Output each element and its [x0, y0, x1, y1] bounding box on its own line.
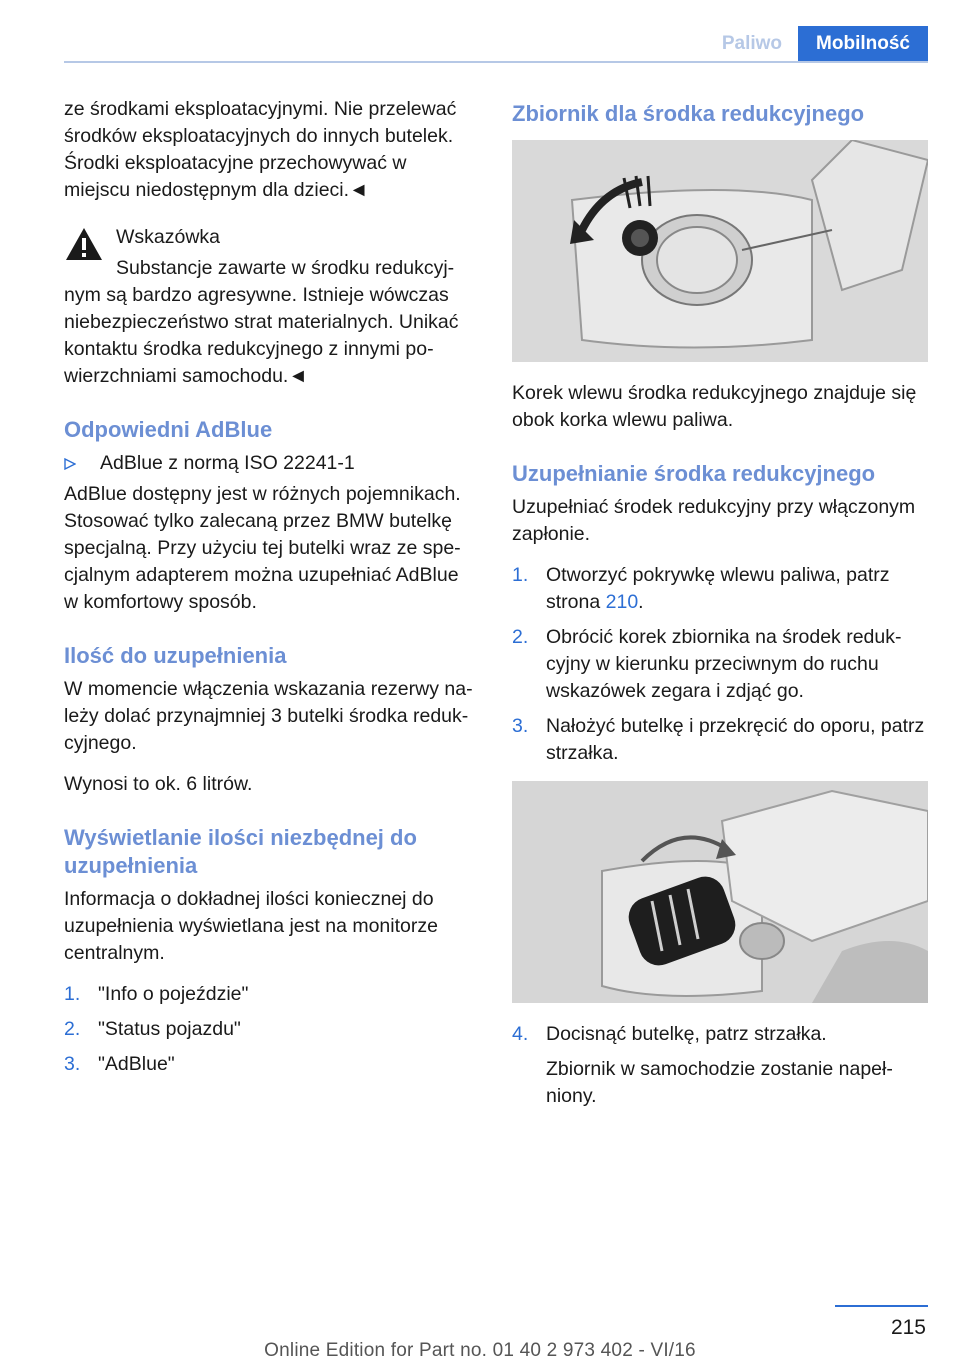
footer-rule: [835, 1305, 928, 1307]
step-number: 3.: [512, 715, 529, 737]
menu-steps: [64, 981, 476, 1078]
list-item: [64, 1016, 476, 1043]
heading-refilling: Uzupełnianie środka redukcyjnego: [512, 461, 876, 486]
refill-steps: [512, 562, 928, 767]
suitable-paragraph: AdBlue dostępny jest w różnych pojemnikach. Stosować tylko zalecaną przez BMW butelkę specjalną. Przy użyciu tej butelki wraz ze spe‐ cjalnym adapterem można uzupełniać AdBlue w komfortowy sposób.: [64, 483, 461, 613]
refill-paragraph: Uzupełniać środek redukcyjny przy włączonym zapłonie.: [512, 496, 916, 545]
amount-liters: Wynosi to ok. 6 litrów.: [64, 773, 253, 795]
display-paragraph: Informacja o dokładnej ilości koniecznej do uzupełnienia wyświetlana jest na monitorze centralnym.: [64, 888, 438, 964]
list-item: [64, 1051, 476, 1078]
step-text: Docisnąć butelkę, patrz strzałka.: [546, 1023, 827, 1045]
header-tabs: [706, 26, 928, 62]
figure-bottle-attach: [512, 781, 928, 1003]
warning-note: [64, 224, 476, 390]
bullet-text: AdBlue z normą ISO 22241-1: [100, 452, 355, 474]
heading-display-amount: Wyświetlanie ilości niezbędnej do uzupełnienia: [64, 825, 417, 878]
heading-tank: Zbiornik dla środka redukcyjnego: [512, 101, 865, 126]
step-number: 2.: [64, 1018, 81, 1040]
list-item: [64, 981, 476, 1008]
step-text: Otworzyć pokrywkę wlewu paliwa, patrz strona: [546, 564, 890, 613]
step-number: 1.: [64, 983, 81, 1005]
bullet-list: [64, 450, 476, 477]
list-item: [64, 450, 476, 477]
warning-icon: [64, 226, 104, 262]
step-number: 1.: [512, 564, 529, 586]
list-item: [512, 562, 928, 616]
list-item: [512, 1021, 928, 1110]
warning-title: Wskazówka: [116, 226, 221, 248]
refill-steps-continued: [512, 1021, 928, 1110]
intro-paragraph: ze środkami eksploatacyjnymi. Nie przelewać środków eksploatacyjnych do innych butelek. Środki eksploatacyjne przechowywać w miejscu niedostępnym dla dzieci.◄: [64, 98, 457, 201]
step-text: "AdBlue": [98, 1053, 175, 1075]
step-text: Nałożyć butelkę i przekręcić do oporu, patrz strzałka.: [546, 715, 925, 764]
heading-suitable-adblue: Odpowiedni AdBlue: [64, 417, 273, 442]
header-rule: [64, 61, 928, 63]
footer-edition: Online Edition for Part no. 01 40 2 973 402 - VI/16: [264, 1340, 696, 1361]
tab-mobility[interactable]: Mobilność: [798, 26, 928, 62]
step-text: "Status pojazdu": [98, 1018, 241, 1040]
page-reference-link[interactable]: 210: [605, 591, 639, 613]
tab-fuel[interactable]: Paliwo: [721, 33, 783, 54]
warning-text-first: Substancje zawarte w środku redukcyj‐: [116, 257, 455, 279]
step-text-end: .: [638, 591, 644, 613]
warning-text: nym są bardzo agresywne. Istnieje wówczas niebezpieczeństwo strat materialnych. Unikać kontaktu środka redukcyjnego z innymi po‐ wierzchniami samochodu.◄: [64, 284, 459, 387]
right-column: [512, 96, 928, 1124]
figure-filler-cap: [512, 140, 928, 362]
step-number: 4.: [512, 1023, 529, 1045]
heading-refill-amount: Ilość do uzupełnienia: [64, 643, 287, 668]
amount-paragraph: W momencie włączenia wskazania rezerwy na‐ leży dolać przynajmniej 3 butelki środka reduk‐ cyjnego.: [64, 678, 473, 754]
left-column: [64, 96, 476, 1092]
list-item: [512, 713, 928, 767]
step-text: Obrócić korek zbiornika na środek reduk‐ cyjny w kierunku przeciwnym do ruchu wskazówek zegara i zdjąć go.: [546, 626, 902, 702]
step-text: "Info o pojeździe": [98, 983, 249, 1005]
list-item: [512, 624, 928, 705]
step-subtext: Zbiornik w samochodzie zostanie napeł‐ niony.: [546, 1058, 893, 1107]
bottle-illustration: [512, 781, 928, 1003]
step-number: 2.: [512, 626, 529, 648]
page-number: 215: [890, 1316, 926, 1339]
triangle-bullet-icon: [64, 458, 76, 470]
tank-paragraph: Korek wlewu środka redukcyjnego znajduje się obok korka wlewu paliwa.: [512, 382, 917, 431]
filler-cap-illustration: [512, 140, 928, 362]
step-number: 3.: [64, 1053, 81, 1075]
